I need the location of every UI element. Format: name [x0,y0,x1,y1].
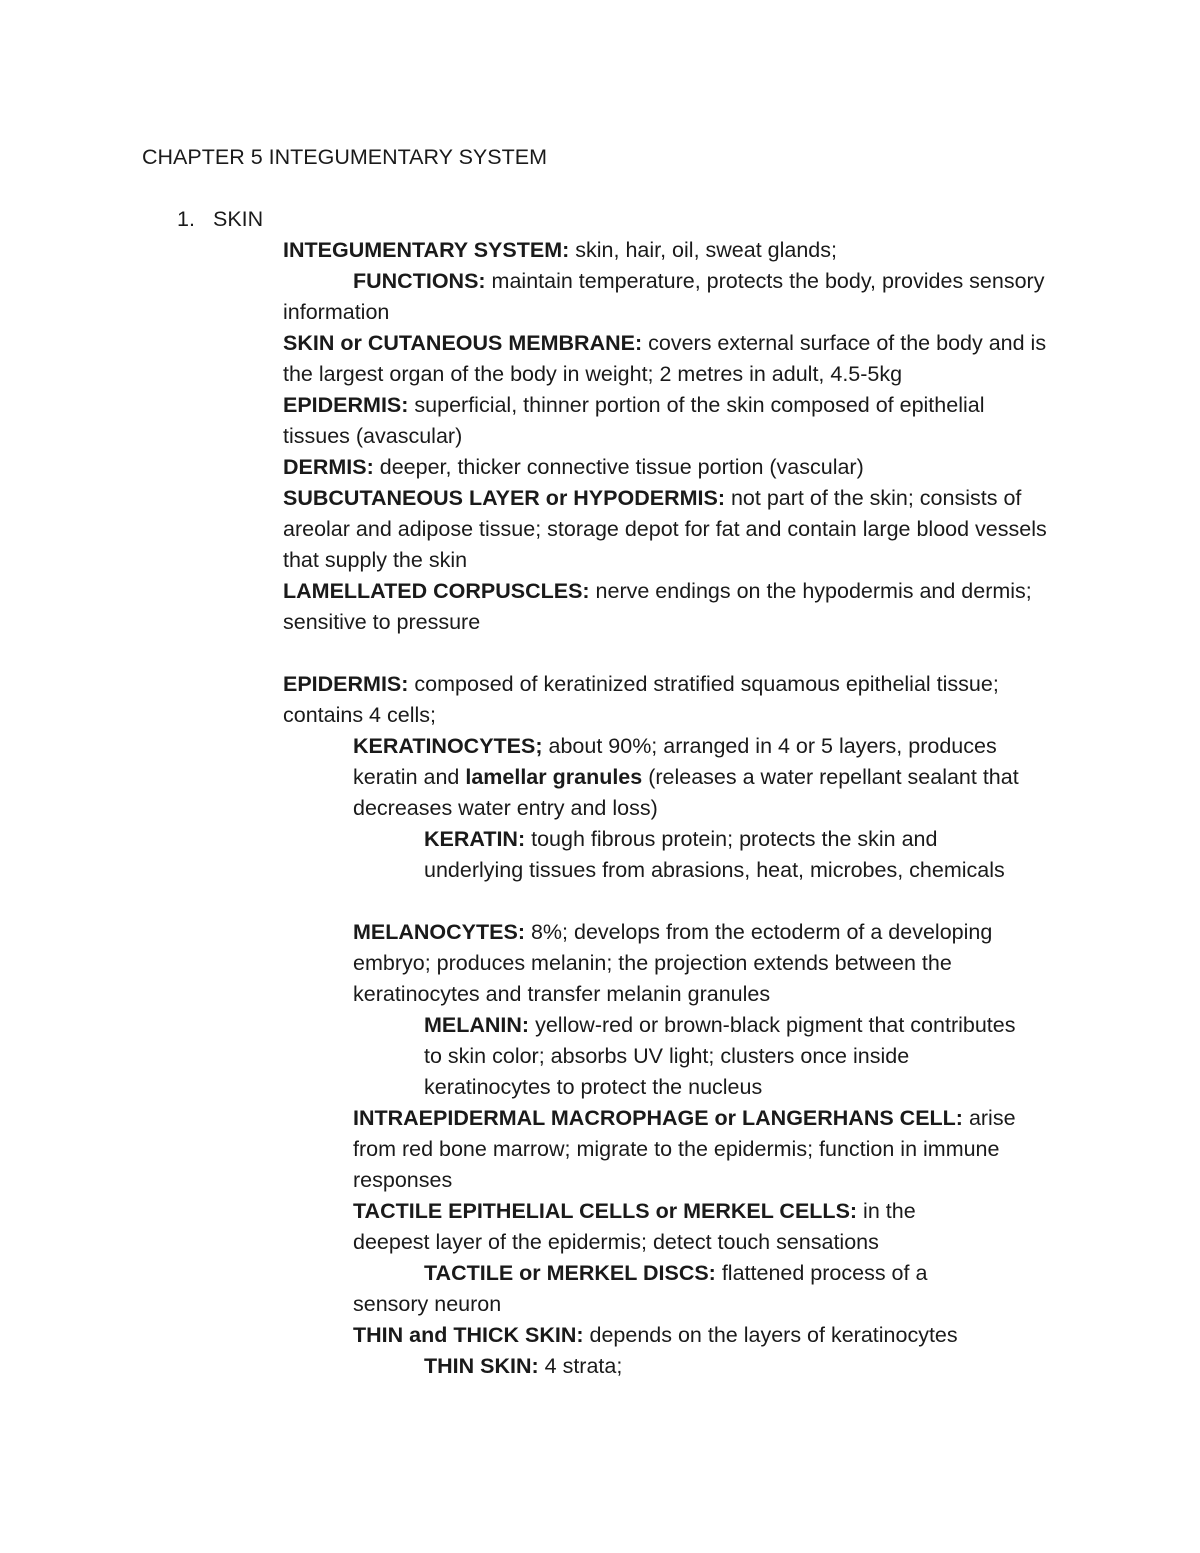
paragraph-subcutaneous-layer [283,483,1053,576]
section-label: SKIN [213,207,264,231]
term-definition: depends on the layers of keratinocytes [583,1323,958,1347]
section-number: 1. [177,207,195,231]
paragraph-thin-thick-skin [353,1320,1073,1351]
term-definition-secondary: (releases a water repellant sealant that decreases water entry and loss) [353,765,1019,820]
term-definition: superficial, thinner portion of the skin composed of epithelial tissues (avascular) [283,393,985,448]
paragraph-epidermis [283,390,1053,452]
term-label: INTEGUMENTARY SYSTEM: [283,238,570,262]
term-label: EPIDERMIS: [283,393,409,417]
term-definition: arise from red bone marrow; migrate to the epidermis; function in immune responses [353,1106,1016,1192]
term-definition: covers external surface of the body and is the largest organ of the body in weight; 2 metres in adult, 4.5-5kg [283,331,1047,386]
paragraph-functions [283,266,1053,328]
term-label: TACTILE or MERKEL DISCS: [424,1261,716,1285]
term-definition: flattened process of a sensory neuron [353,1261,928,1316]
term-definition: about 90%; arranged in 4 or 5 layers, produces keratin and [353,734,997,789]
term-definition: tough fibrous protein; protects the skin and underlying tissues from abrasions, heat, microbes, chemicals [424,827,1005,882]
term-definition: skin, hair, oil, sweat glands; [569,238,837,262]
paragraph-merkel-cells [353,1196,993,1258]
term-label: FUNCTIONS: [353,269,486,293]
paragraph-thin-skin [424,1351,1024,1382]
term-definition: 8%; develops from the ectoderm of a developing embryo; produces melanin; the projection extends between the keratinocytes and transfer melanin granules [353,920,993,1006]
term-definition: in the deepest layer of the epidermis; detect touch sensations [353,1199,916,1254]
paragraph-integumentary-system [283,235,1083,266]
term-label: KERATINOCYTES; [353,734,543,758]
section-heading [177,204,263,235]
paragraph-dermis [283,452,1053,483]
term-label: SUBCUTANEOUS LAYER or HYPODERMIS: [283,486,725,510]
term-label: MELANIN: [424,1013,530,1037]
paragraph-melanin [424,1010,1024,1103]
paragraph-skin-cutaneous-membrane [283,328,1053,390]
term-definition: nerve endings on the hypodermis and dermis; sensitive to pressure [283,579,1032,634]
term-label: TACTILE EPITHELIAL CELLS or MERKEL CELLS: [353,1199,858,1223]
chapter-title: CHAPTER 5 INTEGUMENTARY SYSTEM [142,145,547,169]
term-label-secondary: lamellar granules [465,765,643,789]
term-label: THIN SKIN: [424,1354,539,1378]
term-label: MELANOCYTES: [353,920,525,944]
term-label: DERMIS: [283,455,374,479]
paragraph-keratinocytes [353,731,1063,824]
paragraph-melanocytes [353,917,1063,1010]
term-label: THIN and THICK SKIN: [353,1323,584,1347]
term-definition: not part of the skin; consists of areolar and adipose tissue; storage depot for fat and contain large blood vessels that supply the skin [283,486,1047,572]
paragraph-lamellated-corpuscles [283,576,1053,638]
term-definition: deeper, thicker connective tissue portion (vascular) [373,455,864,479]
term-label: INTRAEPIDERMAL MACROPHAGE or LANGERHANS CELL: [353,1106,963,1130]
term-definition: yellow-red or brown-black pigment that contributes to skin color; absorbs UV light; clusters once inside keratinocytes to protect the nucleus [424,1013,1016,1099]
paragraph-langerhans-cell [353,1103,1043,1196]
term-label: LAMELLATED CORPUSCLES: [283,579,590,603]
term-label: EPIDERMIS: [283,672,409,696]
term-label: KERATIN: [424,827,526,851]
term-definition: 4 strata; [538,1354,623,1378]
paragraph-epidermis-cells [283,669,1053,731]
term-definition: composed of keratinized stratified squamous epithelial tissue; contains 4 cells; [283,672,999,727]
paragraph-keratin [424,824,1009,886]
term-definition: maintain temperature, protects the body, provides sensory information [283,269,1045,324]
paragraph-merkel-discs [353,1258,993,1320]
term-label: SKIN or CUTANEOUS MEMBRANE: [283,331,643,355]
